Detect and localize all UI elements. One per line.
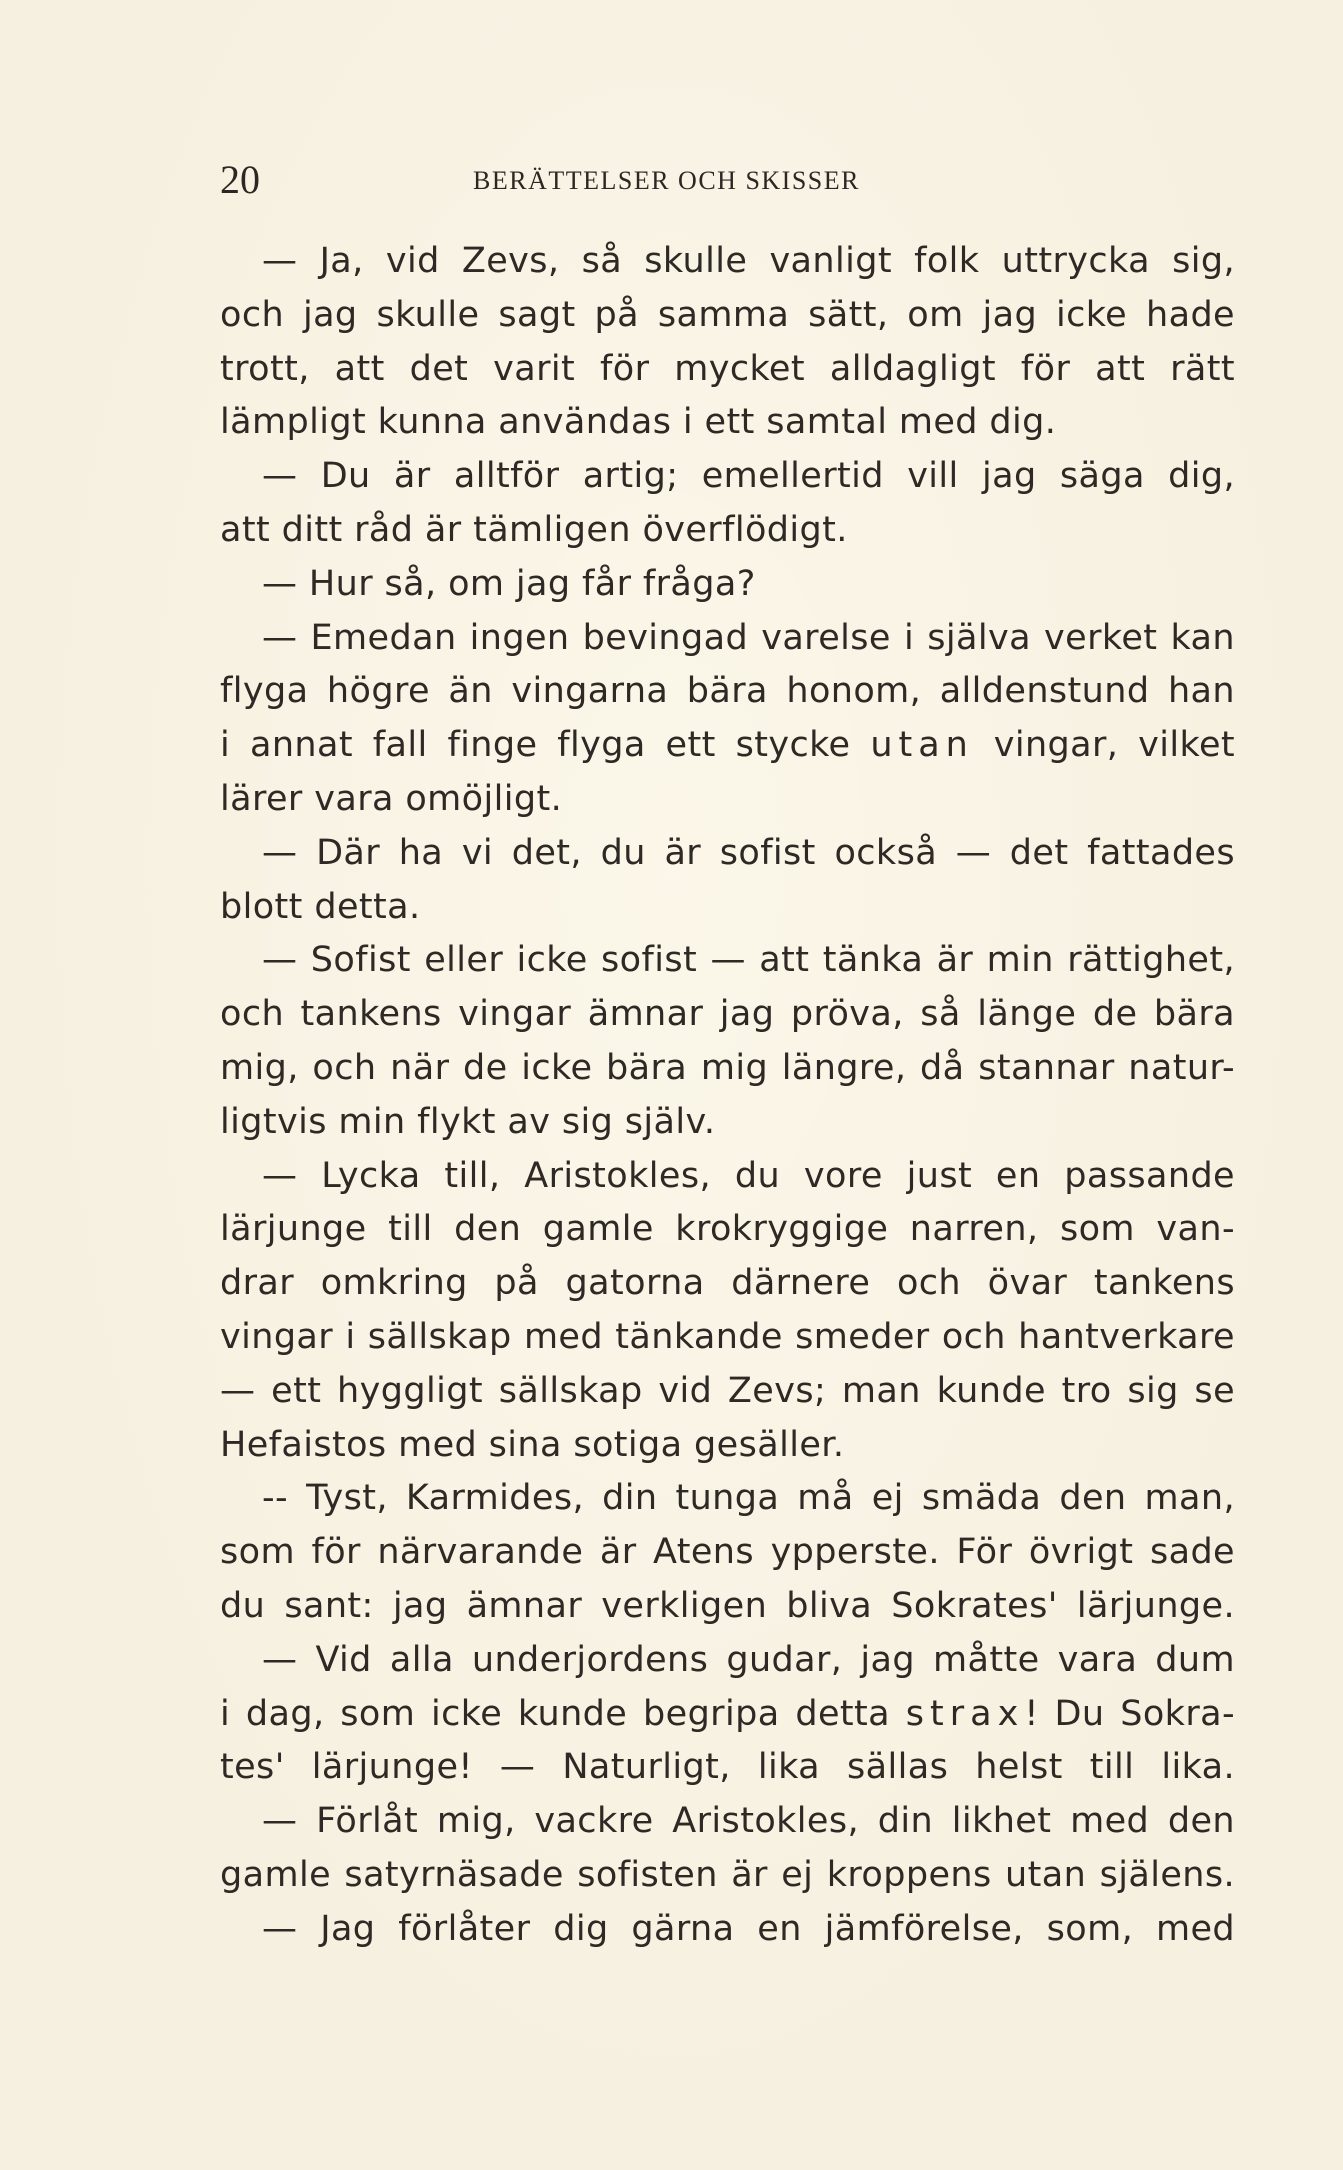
- text-line: [220, 1311, 1235, 1365]
- text-line-tail: ! Du Sokra-: [1024, 1693, 1236, 1734]
- body-text: [220, 235, 1235, 1957]
- text-line: [220, 1741, 1235, 1795]
- text-line-content: — ett hyggligt sällskap vid Zevs; man kunde tro sig se: [220, 1370, 1235, 1411]
- text-line-content: — Sofist eller icke sofist — att tänka är min rättighet,: [262, 940, 1235, 981]
- text-line-content: trott, att det varit för mycket alldagligt för att rätt: [220, 348, 1235, 389]
- running-head: BERÄTTELSER OCH SKISSER: [473, 166, 860, 195]
- text-line-content: ligtvis min flykt av sig själv.: [220, 1101, 716, 1142]
- text-line: [220, 558, 1235, 612]
- text-line-content: och tankens vingar ämnar jag pröva, så länge de bära: [220, 994, 1235, 1035]
- text-line-content: — Där ha vi det, du är sofist också — det fattades: [262, 832, 1235, 873]
- text-line: [220, 1580, 1235, 1634]
- text-line: [220, 1203, 1235, 1257]
- text-line: [220, 289, 1235, 343]
- text-line: [220, 450, 1235, 504]
- text-line-content: mig, och när de icke bära mig längre, då stannar natur-: [220, 1047, 1235, 1088]
- text-line-content: lärjunge till den gamle krokryggige narren, som van-: [220, 1209, 1235, 1250]
- text-line-content: — Du är alltför artig; emellertid vill jag säga dig,: [262, 456, 1235, 497]
- text-line-content: -- Tyst, Karmides, din tunga må ej smäda den man,: [262, 1478, 1235, 1519]
- text-line: [220, 1472, 1235, 1526]
- text-line-content: — Ja, vid Zevs, så skulle vanligt folk uttrycka sig,: [262, 241, 1235, 281]
- text-line-content: lämpligt kunna användas i ett samtal med dig.: [220, 402, 1057, 443]
- text-line-content: i dag, som icke kunde begripa detta: [220, 1693, 890, 1734]
- text-line: [220, 504, 1235, 558]
- text-line: [220, 881, 1235, 935]
- text-line: [220, 988, 1235, 1042]
- text-line: [220, 1096, 1235, 1150]
- text-line-content: att ditt råd är tämligen överflödigt.: [220, 509, 848, 550]
- text-line-content: lärer vara omöjligt.: [220, 778, 563, 819]
- text-line: [220, 1688, 1235, 1742]
- text-line: [220, 1903, 1235, 1957]
- text-line: [220, 827, 1235, 881]
- text-line: [220, 1419, 1235, 1473]
- text-line-content: — Förlåt mig, vackre Aristokles, din likhet med den: [262, 1801, 1235, 1842]
- text-line-content: — Emedan ingen bevingad varelse i själva verket kan: [262, 617, 1235, 658]
- text-line-content: — Hur så, om jag får fråga?: [262, 563, 756, 604]
- text-line-content: — Lycka till, Aristokles, du vore just en passande: [262, 1155, 1235, 1196]
- text-line: [220, 1795, 1235, 1849]
- text-line-tail: vingar, vilket: [973, 725, 1236, 766]
- text-line: [220, 665, 1235, 719]
- spaced-emphasis: strax: [905, 1693, 1025, 1734]
- text-line: [220, 396, 1235, 450]
- text-line-content: flyga högre än vingarna bära honom, alldenstund han: [220, 671, 1235, 712]
- text-line-content: du sant: jag ämnar verkligen bliva Sokrates' lärjunge.: [220, 1585, 1235, 1626]
- text-line: [220, 1634, 1235, 1688]
- text-line: [220, 1365, 1235, 1419]
- text-line: [220, 1849, 1235, 1903]
- text-line-content: — Jag förlåter dig gärna en jämförelse, som, med: [262, 1908, 1235, 1949]
- text-line-content: och jag skulle sagt på samma sätt, om jag icke hade: [220, 294, 1235, 335]
- text-line: [220, 1257, 1235, 1311]
- text-line: [220, 934, 1235, 988]
- text-line: [220, 719, 1235, 773]
- text-line: [220, 773, 1235, 827]
- text-line: [220, 1042, 1235, 1096]
- text-line-content: i annat fall finge flyga ett stycke: [220, 725, 851, 766]
- text-line-content: vingar i sällskap med tänkande smeder och hantverkare: [220, 1316, 1235, 1357]
- text-line: [220, 343, 1235, 397]
- text-line-content: blott detta.: [220, 886, 421, 927]
- text-line: [220, 235, 1235, 289]
- page-number: 20: [220, 157, 260, 202]
- text-line: [220, 612, 1235, 666]
- spaced-emphasis: utan: [870, 725, 974, 766]
- text-line-content: som för närvarande är Atens ypperste. För övrigt sade: [220, 1532, 1235, 1573]
- text-line-content: gamle satyrnäsade sofisten är ej kroppens utan själens.: [220, 1854, 1235, 1895]
- text-line-content: Hefaistos med sina sotiga gesäller.: [220, 1424, 845, 1465]
- text-line-content: tes' lärjunge! — Naturligt, lika sällas helst till lika.: [220, 1747, 1235, 1788]
- text-line-content: drar omkring på gatorna därnere och övar tankens: [220, 1263, 1235, 1304]
- text-line: [220, 1526, 1235, 1580]
- text-line-content: — Vid alla underjordens gudar, jag måtte vara dum: [262, 1639, 1235, 1680]
- page-header: [220, 155, 1240, 205]
- text-line: [220, 1150, 1235, 1204]
